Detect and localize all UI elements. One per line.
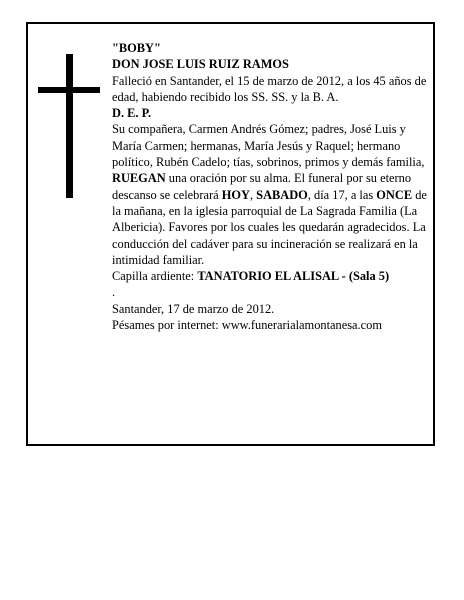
cross-horizontal-bar — [38, 87, 100, 93]
family-paragraph: Su compañera, Carmen Andrés Gómez; padres, José Luis y María Carmen; hermanas, María Jesús y Raquel; hermano político, Rubén Cadelo; tías, sobrinos, primos y demás familia, — [112, 122, 425, 170]
condolences-line: Pésames por internet: www.funerarialamontanesa.com — [112, 318, 382, 333]
death-notice: Falleció en Santander, el 15 de marzo de 2012, a los 45 años de edad, habiendo recibido los SS. SS. y la B. A. — [112, 73, 427, 104]
chapel-place: TANATORIO EL ALISAL - (Sala 5) — [197, 269, 390, 284]
chapel-line — [112, 268, 430, 284]
nickname — [112, 40, 430, 56]
request-text-2: , — [249, 187, 257, 202]
sabado-text: SABADO — [256, 187, 308, 202]
nickname-text: "BOBY" — [112, 41, 161, 55]
chapel-trail: . — [112, 285, 116, 300]
request-text-1: una oración por su alma. El funeral por su eterno descanso se celebrará — [112, 171, 412, 202]
rip-text: D. E. P. — [112, 106, 152, 121]
once-text: ONCE — [376, 187, 413, 202]
cross-vertical-bar — [66, 54, 73, 198]
rip-line — [112, 105, 430, 121]
obituary-text — [112, 40, 430, 333]
deceased-name — [112, 56, 430, 72]
funeral-request — [112, 170, 430, 268]
ruegan-text: RUEGAN — [112, 171, 166, 186]
request-text-3: , día 17, a las — [307, 187, 377, 202]
chapel-label: Capilla ardiente: — [112, 269, 198, 284]
cross-icon — [38, 54, 100, 198]
date-line: Santander, 17 de marzo de 2012. — [112, 301, 275, 316]
deceased-name-text: DON JOSE LUIS RUIZ RAMOS — [112, 57, 289, 72]
hoy-text: HOY — [221, 187, 250, 202]
request-text-4: de la mañana, en la iglesia parroquial de La Sagrada Familia (La Albericia). Favores por los cuales les quedarán agradecidos. La conducción del cadáver para su incineración se realizará en la intimidad familiar. — [112, 187, 427, 267]
